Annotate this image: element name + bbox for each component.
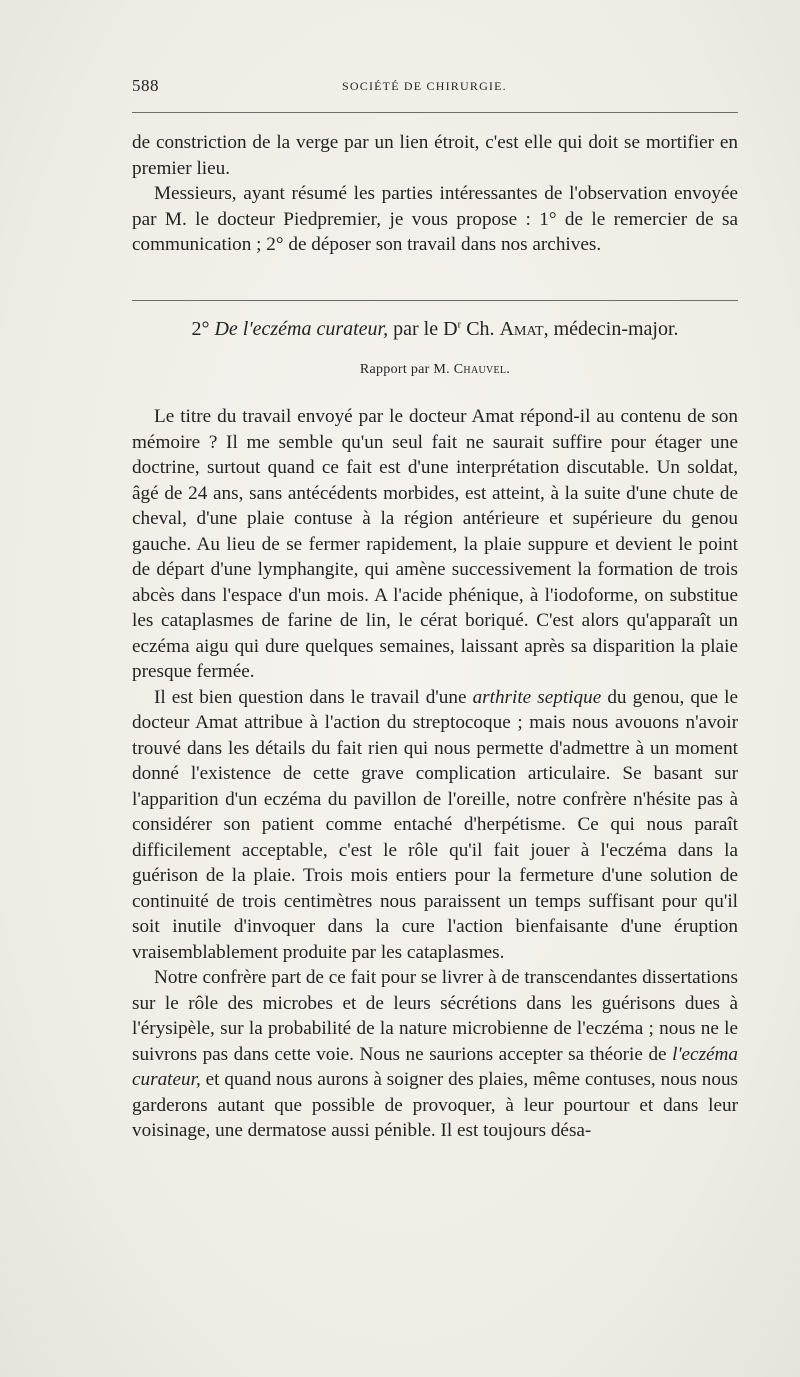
rapport-author: Chauvel. xyxy=(453,362,511,377)
section-title-name-prefix: Ch. xyxy=(466,318,495,340)
section-title-sup: r xyxy=(457,318,462,331)
section-title xyxy=(132,318,738,341)
intro-paragraph-1: de constriction de la verge par un lien étroit, c'est elle qui doit se mortifier en premier lieu. xyxy=(132,132,738,179)
page-number: 588 xyxy=(132,76,159,95)
intro-paragraph-2: Messieurs, ayant résumé les parties intéressantes de l'observation envoyée par M. le docteur Piedpremier, je vous propose : 1° de le remercier de sa communication ; 2° de déposer son travail dans nos archives. xyxy=(132,183,738,255)
body-paragraph-2-end: du genou, que le docteur Amat attribue à l'action du streptocoque ; mais nous avouons n'avoir trouvé dans les détails du fait rien qui nous permette d'admettre à un moment donné l'existence de cette grave complication articulaire. Se basant sur l'apparition d'un eczéma du pavillon de l'oreille, notre confrère n'hésite pas à considérer son patient comme entaché d'herpétisme. Ce qui nous paraît difficilement acceptable, c'est le rôle qu'il fait jouer à l'eczéma dans la guérison de la plaie. Trois mois entiers pour la fermeture d'une solution de continuité de trois centimètres nous paraissent un temps suffisant pour qu'il soit inutile d'invoquer dans la cure l'action bienfaisante d'une éruption vraisemblablement produite par les cataplasmes. xyxy=(132,686,739,963)
rapport-line xyxy=(132,362,738,378)
body-paragraph-3-start: Notre confrère part de ce fait pour se livrer à de transcendantes dissertations sur le rôle des microbes et de leurs sécrétions dans les guérisons dues à l'érysipèle, sur la probabilité de la nature microbienne de l'eczéma ; nous ne le suivrons pas dans cette voie. Nous ne saurions accepter sa théorie de xyxy=(132,967,738,1065)
section-divider xyxy=(132,300,738,301)
section-role: médecin-major. xyxy=(553,318,679,340)
body-paragraph-2-italic: arthrite septique xyxy=(472,686,602,708)
section-title-by: par le D xyxy=(393,318,458,340)
rapport-prefix: Rapport par M. xyxy=(359,362,450,377)
section-title-italic: De l'eczéma curateur, xyxy=(214,318,389,340)
running-title: SOCIÉTÉ DE CHIRURGIE. xyxy=(342,79,507,93)
report-body xyxy=(132,404,738,1144)
body-paragraph-3-end: et quand nous aurons à soigner des plaies, même contuses, nous nous garderons autant que possible de provoquer, à leur pourtour et dans leur voisinage, une dermatose aussi pénible. Il est toujours désa- xyxy=(132,1069,739,1141)
body-paragraph-3 xyxy=(132,965,738,1144)
page-header xyxy=(132,76,738,102)
intro-text xyxy=(132,130,738,258)
header-rule xyxy=(132,112,738,113)
body-paragraph-2 xyxy=(132,685,738,966)
section-author: Amat, xyxy=(499,318,549,340)
body-paragraph-3-italic: l'eczéma curateur, xyxy=(132,1043,739,1090)
body-paragraph-2-start: Il est bien question dans le travail d'une xyxy=(154,686,467,708)
body-paragraph-1: Le titre du travail envoyé par le docteur Amat répond-il au contenu de son mémoire ? Il me semble qu'un seul fait ne saurait suffire pour étager une doctrine, surtout quand ce fait est d'une interprétation discutable. Un soldat, âgé de 24 ans, sans antécédents morbides, est atteint, à la suite d'une chute de cheval, d'une plaie contuse à la région antérieure et supérieure du genou gauche. Au lieu de se fermer rapidement, la plaie suppure et devient le point de départ d'une lymphangite, qui amène successivement la formation de trois abcès dans l'espace d'un mois. A l'acide phénique, à l'iodoforme, on substitue les cataplasmes de farine de lin, le cérat boriqué. C'est alors qu'apparaît un eczéma aigu qui dure quelques semaines, laissant après sa disparition la plaie presque fermée. xyxy=(132,406,738,682)
section-number: 2° xyxy=(191,318,210,340)
